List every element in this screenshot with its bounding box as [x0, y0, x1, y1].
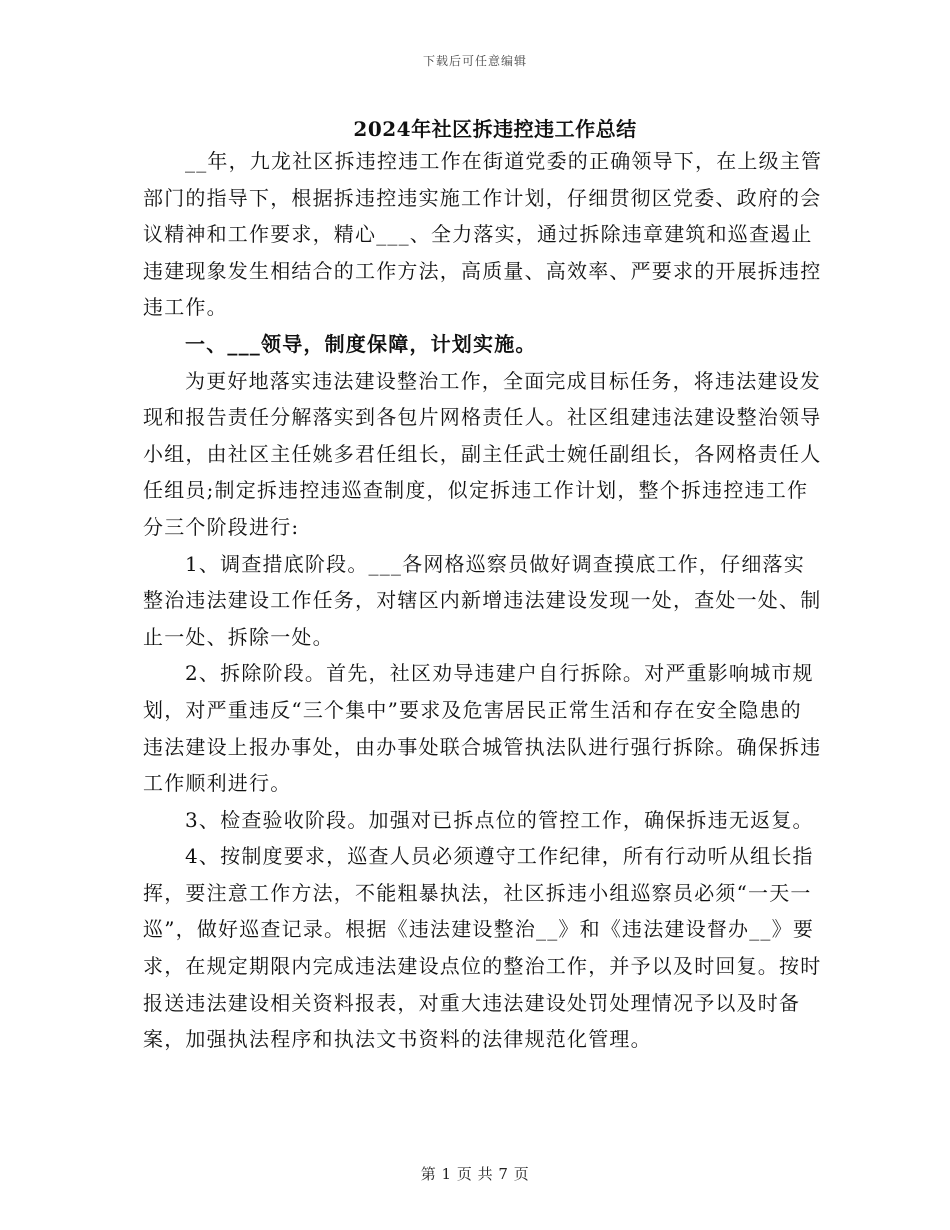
paragraph-stage-1: 1、调查措底阶段。___各网格巡察员做好调查摸底工作，仔细落实整治违法建设工作任务，对辖区内新增违法建设发现一处，查处一处、制止一处、拆除一处。 — [143, 551, 822, 649]
section-heading: 一、___领导，制度保障，计划实施。 — [185, 331, 537, 356]
document-body — [143, 143, 823, 1058]
paragraph-section-intro: 为更好地落实违法建设整治工作，全面完成目标任务，将违法建设发现和报告责任分解落实到各包片网格责任人。社区组建违法建设整治领导小组，由社区主任姚多君任组长，副主任武士婉任副组长，各网格责任人任组员;制定拆违控违巡查制度，似定拆违工作计划，整个拆违控违工作分三个阶段进行: — [143, 368, 822, 539]
paragraph-item-4: 4、按制度要求，巡查人员必须遵守工作纪律，所有行动听从组长指挥，要注意工作方法，不能粗暴执法，社区拆违小组巡察员必须“一天一巡”，做好巡查记录。根据《违法建设整治__》和《违法建设督办__》要求，在规定期限内完成违法建设点位的整治工作，并予以及时回复。按时报送违法建设相关资料报表，对重大违法建设处罚处理情况予以及时备案，加强执法程序和执法文书资料的法律规范化管理。 — [143, 844, 822, 1052]
paragraph-stage-2: 2、拆除阶段。首先，社区劝导违建户自行拆除。对严重影响城市规划，对严重违反“三个集中”要求及危害居民正常生活和存在安全隐患的违法建设上报办事处，由办事处联合城管执法队进行强行拆除。确保拆违工作顺利进行。 — [143, 661, 822, 796]
page-indicator: 第 1 页 共 7 页 — [420, 1165, 530, 1183]
header-note: 下载后可任意编辑 — [422, 54, 527, 68]
document-title: 2024年社区拆违控违工作总结 — [353, 117, 637, 141]
paragraph-intro: __年，九龙社区拆违控违工作在街道党委的正确领导下，在上级主管部门的指导下，根据拆违控违实施工作计划，仔细贯彻区党委、政府的会议精神和工作要求，精心___、全力落实，通过拆除违章建筑和巡查遏止违建现象发生相结合的工作方法，高质量、高效率、严要求的开展拆违控违工作。 — [143, 149, 823, 320]
paragraph-stage-3: 3、检查验收阶段。加强对已拆点位的管控工作，确保拆违无返复。 — [185, 807, 814, 832]
